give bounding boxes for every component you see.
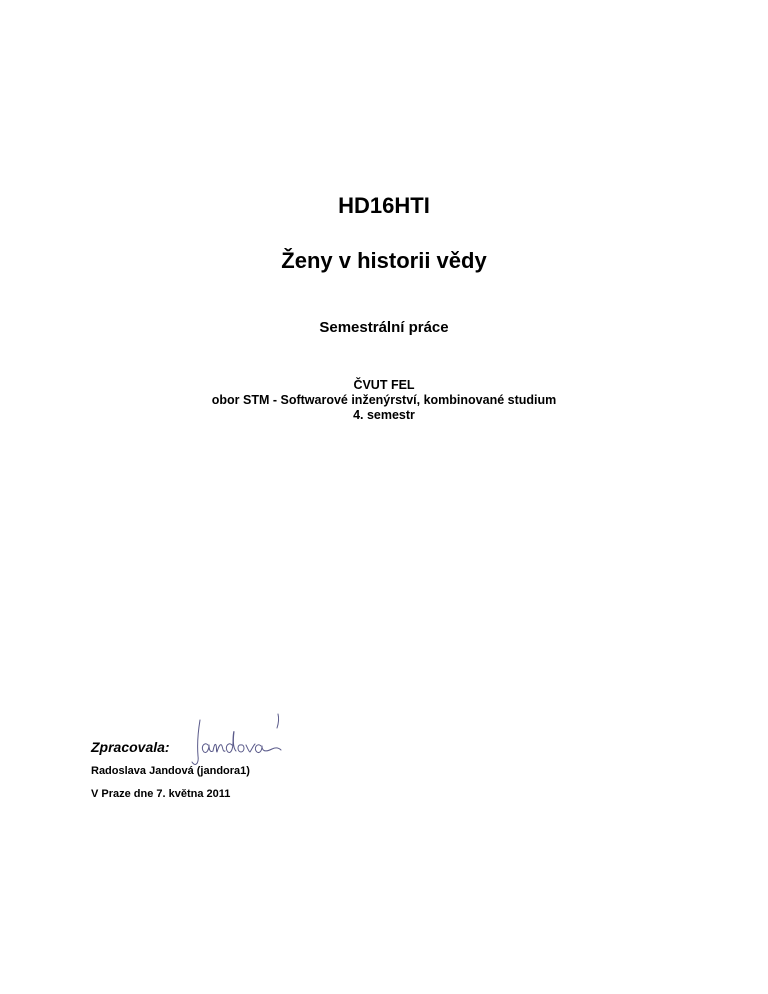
institution-line-university: ČVUT FEL bbox=[353, 378, 415, 392]
author-label: Zpracovala: bbox=[91, 739, 170, 755]
place-and-date: V Praze dne 7. května 2011 bbox=[91, 788, 231, 800]
institution-line-program: obor STM - Softwarové inženýrství, kombinované studium bbox=[211, 393, 557, 407]
document-title: Ženy v historii vědy bbox=[281, 248, 487, 273]
course-code: HD16HTI bbox=[338, 193, 430, 218]
institution-block bbox=[0, 378, 768, 423]
signature-image bbox=[188, 712, 288, 772]
document-subtitle: Semestrální práce bbox=[319, 319, 449, 336]
institution-line-semester: 4. semestr bbox=[353, 408, 415, 422]
author-name: Radoslava Jandová (jandora1) bbox=[91, 765, 250, 777]
